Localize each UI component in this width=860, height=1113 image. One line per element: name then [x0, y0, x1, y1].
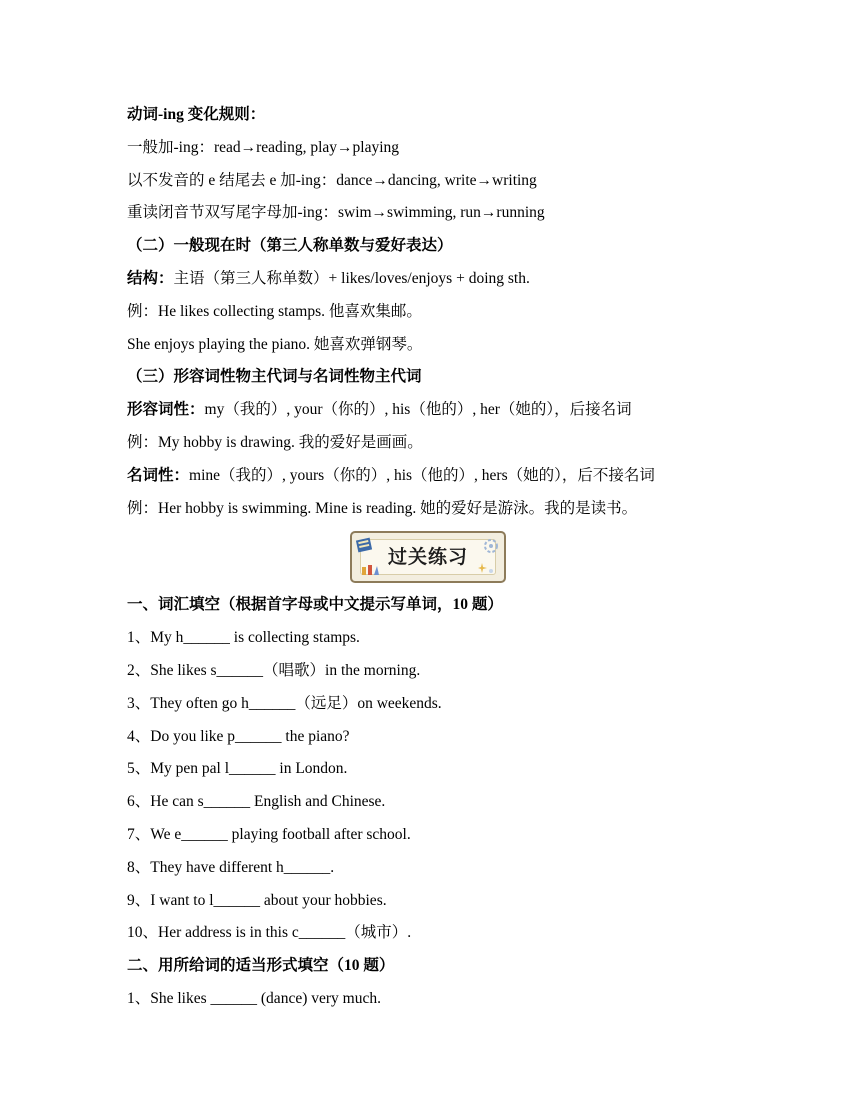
text-line [127, 427, 767, 460]
exercise-line [127, 819, 767, 852]
exercise-line [127, 721, 767, 754]
line-text: 5、My pen pal l______ in London. [127, 760, 348, 778]
line-text: 2、She likes s______（唱歌）in the morning. [127, 661, 421, 679]
line-text: 二、用所给词的适当形式填空（10 题） [127, 957, 395, 975]
text-line [127, 263, 767, 296]
exercise-line [127, 917, 767, 950]
line-text: 1、She likes ______ (dance) very much. [127, 989, 381, 1007]
banner-row [127, 525, 767, 589]
exercise-section [127, 589, 767, 1015]
line-text: 一般加-ing：read→reading, play→playing [127, 138, 400, 156]
text-line [127, 394, 767, 427]
exercise-banner [350, 531, 506, 583]
exercise-line [127, 885, 767, 918]
line-text: 7、We e______ playing football after school. [127, 825, 411, 843]
text-line [127, 132, 767, 165]
line-text: 例：He likes collecting stamps. 他喜欢集邮。 [127, 302, 422, 320]
text-line [127, 165, 767, 198]
line-label: 形容词性： [127, 401, 205, 419]
line-text: my（我的）, your（你的）, his（他的）, her（她的），后接名词 [204, 401, 632, 419]
line-text: 主语（第三人称单数）+ likes/loves/enjoys + doing sth. [173, 269, 530, 287]
line-text: 4、Do you like p______ the piano? [127, 727, 350, 745]
exercise-line [127, 786, 767, 819]
grammar-section [127, 99, 767, 525]
exercise-line [127, 950, 767, 983]
banner-title: 过关练习 [387, 546, 468, 569]
line-text: 6、He can s______ English and Chinese. [127, 793, 386, 811]
line-text: mine（我的）, yours（你的）, his（他的）, hers（她的），后不接名词 [189, 466, 655, 484]
line-text: She enjoys playing the piano. 她喜欢弹钢琴。 [127, 335, 423, 353]
exercise-line [127, 688, 767, 721]
line-text: 10、Her address is in this c______（城市）. [127, 924, 412, 942]
document-content [127, 99, 767, 1016]
text-line [127, 99, 767, 132]
text-line [127, 230, 767, 263]
text-line [127, 460, 767, 493]
line-text: （二）一般现在时（第三人称单数与爱好表达） [127, 237, 453, 255]
line-text: 1、My h______ is collecting stamps. [127, 629, 360, 647]
line-text: 8、They have different h______. [127, 858, 335, 876]
text-line [127, 361, 767, 394]
line-text: 9、I want to l______ about your hobbies. [127, 891, 387, 909]
line-label: 名词性： [127, 466, 190, 484]
line-text: 3、They often go h______（远足）on weekends. [127, 694, 442, 712]
text-line [127, 296, 767, 329]
text-line [127, 493, 767, 526]
line-label: 结构： [127, 269, 174, 287]
exercise-line [127, 852, 767, 885]
text-line [127, 197, 767, 230]
exercise-line [127, 753, 767, 786]
line-text: 动词-ing 变化规则： [127, 106, 266, 123]
line-text: 一、词汇填空（根据首字母或中文提示写单词，10 题） [127, 596, 503, 614]
exercise-line [127, 655, 767, 688]
exercise-line [127, 622, 767, 655]
line-text: 例：Her hobby is swimming. Mine is reading. 她的爱好是游泳。我的是读书。 [127, 499, 638, 517]
exercise-line [127, 983, 767, 1016]
line-text: 重读闭音节双写尾字母加-ing：swim→swimming, run→running [127, 204, 545, 222]
exercise-line [127, 589, 767, 622]
line-text: 例：My hobby is drawing. 我的爱好是画画。 [127, 433, 423, 451]
text-line [127, 329, 767, 362]
line-text: 以不发音的 e 结尾去 e 加-ing：dance→dancing, write→writing [127, 171, 537, 189]
line-text: （三）形容词性物主代词与名词性物主代词 [127, 368, 422, 386]
